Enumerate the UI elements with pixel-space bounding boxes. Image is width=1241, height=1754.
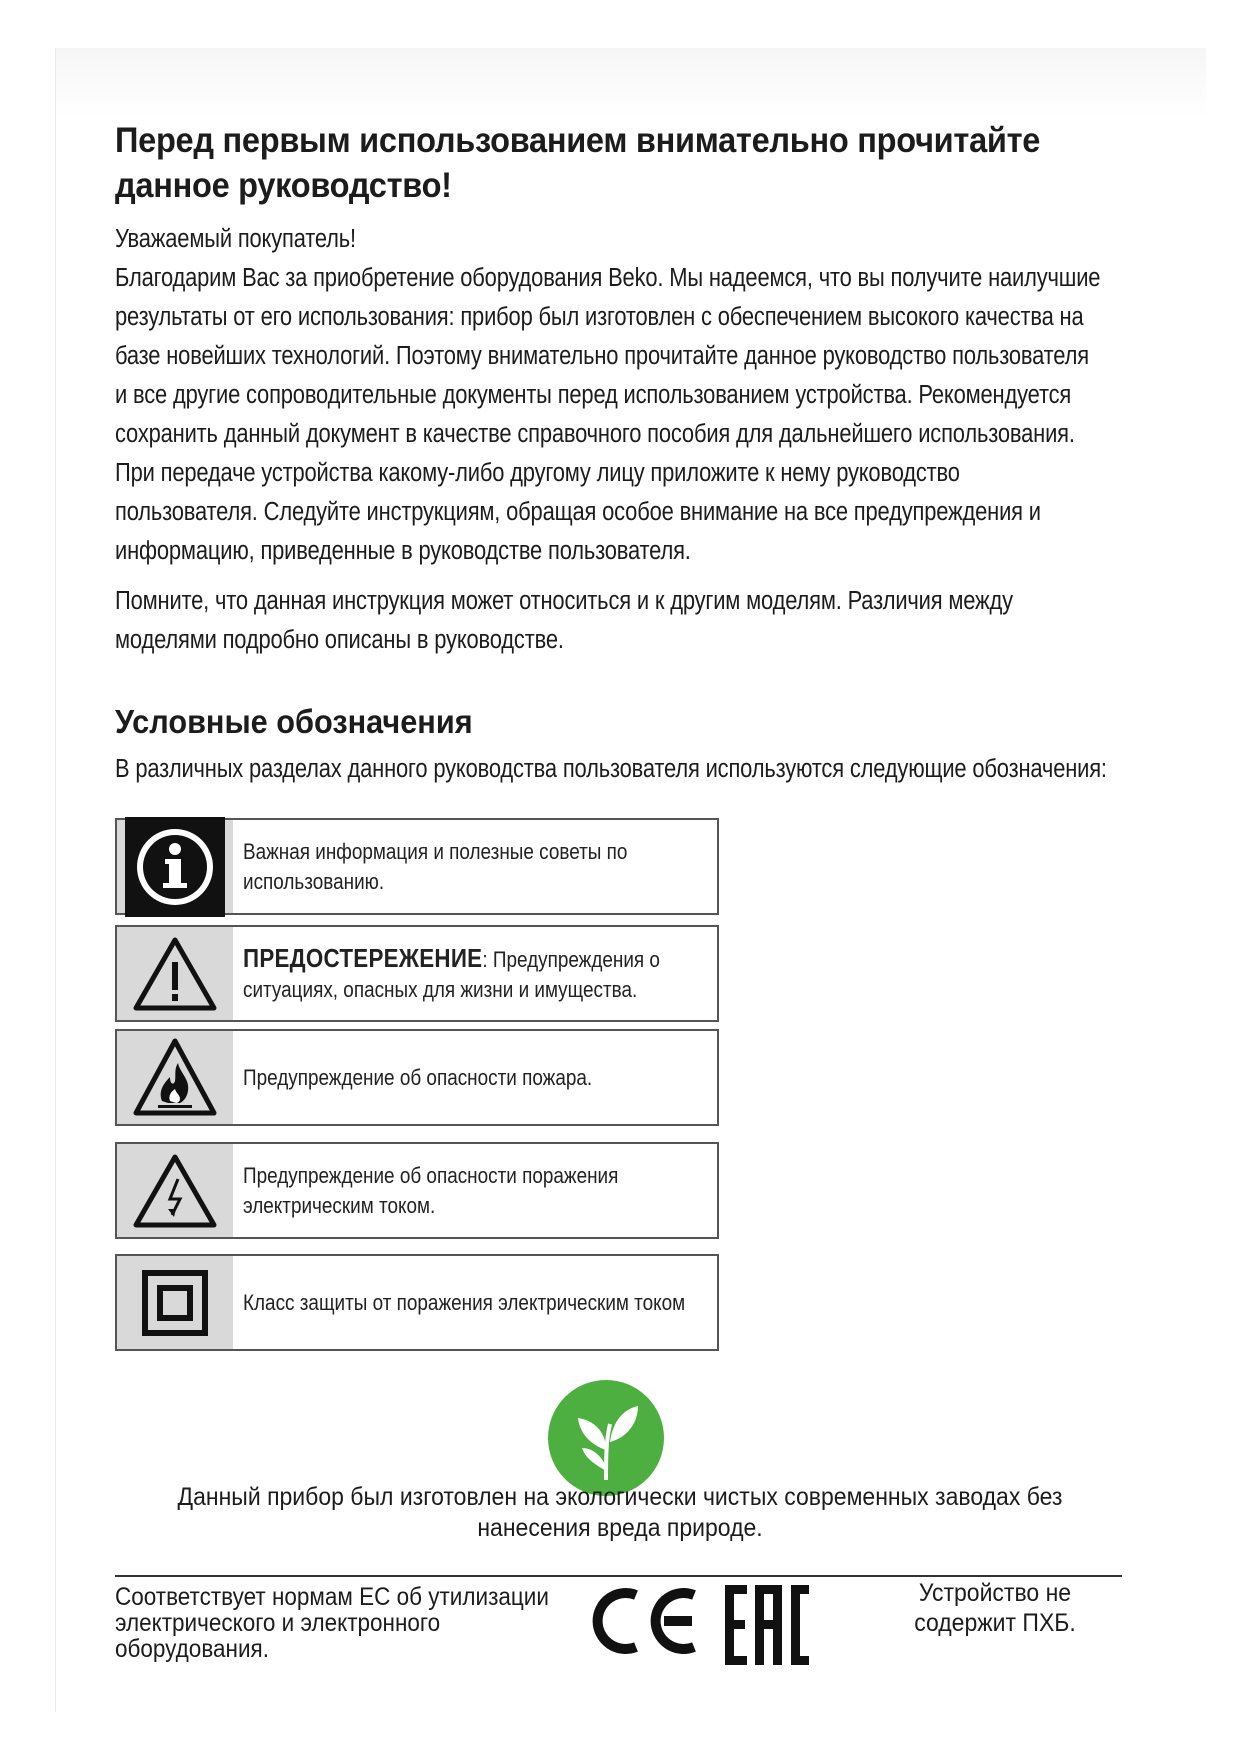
- page-title: Перед первым использованием внимательно прочитайте данное руководство!: [115, 121, 1041, 205]
- weee-compliance-text: Соответствует нормам ЕС об утилизации электрического и электронного оборудования.: [115, 1583, 549, 1663]
- electric-shock-icon: [132, 1153, 218, 1229]
- symbol-row-text: Предупреждение об опасности поражения электрическим током.: [243, 1162, 619, 1218]
- fire-hazard-icon: [132, 1035, 218, 1121]
- note-line: моделями подробно описаны в руководстве.: [115, 626, 564, 654]
- symbol-row-text: : Предупреждения о ситуациях, опасных для жизни и имущества.: [243, 946, 660, 1002]
- symbol-row-electric: [115, 1142, 719, 1239]
- ce-mark-icon: [590, 1585, 700, 1657]
- eco-leaf-icon: [548, 1380, 664, 1496]
- intro-paragraph: [115, 220, 1135, 571]
- symbol-row-text: Класс защиты от поражения электрическим током: [243, 1289, 686, 1315]
- page-header-band: [56, 48, 1206, 118]
- warning-label: ПРЕДОСТЕРЕЖЕНИЕ: [243, 942, 483, 973]
- intro-line: результаты от его использования: прибор был изготовлен с обеспечением высокого качества на: [115, 303, 1084, 331]
- symbol-row-warning: [115, 925, 719, 1022]
- note-line: Помните, что данная инструкция может относиться и к другим моделям. Различия между: [115, 587, 1013, 615]
- intro-line: информацию, приведенные в руководстве пользователя.: [115, 537, 691, 565]
- footer-divider: [115, 1575, 1122, 1577]
- symbol-row-protection-class: [115, 1254, 719, 1351]
- symbols-heading: Условные обозначения: [115, 703, 473, 740]
- models-note: [115, 582, 1135, 660]
- intro-line: и все другие сопроводительные документы перед использованием устройства. Рекомендуется: [115, 381, 1072, 409]
- intro-line: При передаче устройства какому-либо другому лицу приложите к нему руководство: [115, 459, 960, 487]
- info-icon: [125, 817, 225, 917]
- symbol-row-text: Предупреждение об опасности пожара.: [243, 1064, 593, 1090]
- protection-class-icon: [142, 1270, 208, 1336]
- intro-line: Благодарим Вас за приобретение оборудования Beko. Мы надеемся, что вы получите наилучшие: [115, 264, 1101, 292]
- symbol-row-text: Важная информация и полезные советы по использованию.: [243, 838, 628, 894]
- main-content: [115, 118, 1135, 789]
- intro-line: пользователя. Следуйте инструкциям, обращая особое внимание на все предупреждения и: [115, 498, 1041, 526]
- eco-statement: Данный прибор был изготовлен на экологически чистых современных заводах без нанесения вреда природе.: [177, 1483, 1063, 1542]
- symbol-row-fire: [115, 1029, 719, 1126]
- intro-line: Уважаемый покупатель!: [115, 225, 356, 253]
- symbol-row-info: [115, 818, 719, 915]
- pcb-free-text: Устройство не содержит ПХБ.: [914, 1579, 1076, 1637]
- symbols-lead: В различных разделах данного руководства пользователя используются следующие обозначения:: [115, 755, 1107, 783]
- eac-mark-icon: [725, 1585, 809, 1665]
- page-edge: [55, 48, 56, 1712]
- intro-line: сохранить данный документ в качестве справочного пособия для дальнейшего использования.: [115, 420, 1075, 448]
- warning-icon: [132, 936, 218, 1012]
- intro-line: базе новейших технологий. Поэтому внимательно прочитайте данное руководство пользователя: [115, 342, 1089, 370]
